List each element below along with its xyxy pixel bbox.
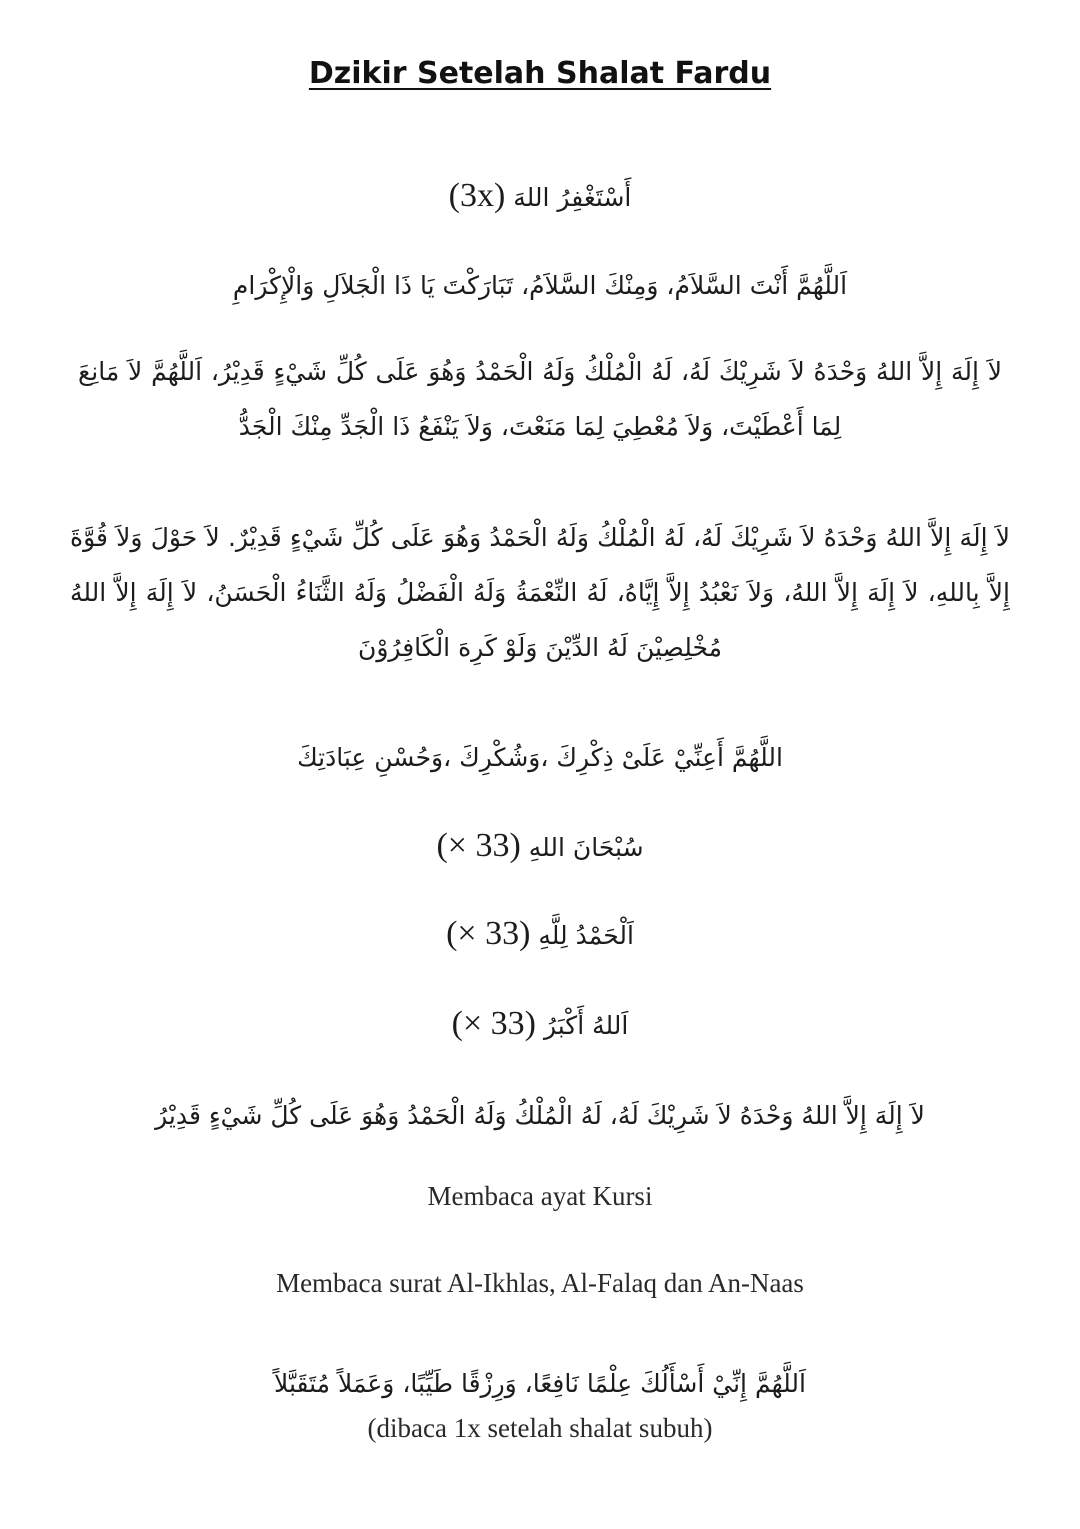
istighfar-count: (3x) <box>448 177 506 214</box>
takbir-line <box>0 996 1080 1053</box>
tahlil-hawl-dua: لاَ إِلَهَ إِلاَّ اللهُ وَحْدَهُ لاَ شَرِيْكَ لَهُ، لَهُ الْمُلْكُ وَلَهُ الْحَمْدُ وَهُوَ عَلَى كُلِّ شَيْءٍ قَدِيْرٌ. لاَ حَوْلَ وَلاَ قُوَّةَ إِلاَّ بِاللهِ، لاَ إِلَهَ إِلاَّ اللهُ، وَلاَ نَعْبُدُ إِلاَّ إِيَّاهُ، لَهُ النِّعْمَةُ وَلَهُ الْفَضْلُ وَلَهُ الثَّنَاءُ الْحَسَنُ، لاَ إِلَهَ إِلاَّ اللهُ مُخْلِصِيْنَ لَهُ الدِّيْنَ وَلَوْ كَرِهَ الْكَافِرُوْنَ <box>70 523 1010 662</box>
tahmid-text: اَلْحَمْدُ لِلَّهِ <box>538 921 634 950</box>
ayat-kursi-instruction: Membaca ayat Kursi <box>427 1181 653 1211</box>
page-title: Dzikir Setelah Shalat Fardu <box>308 56 772 91</box>
salam-dua: اَللَّهُمَّ أَنْتَ السَّلاَمُ، وَمِنْكَ السَّلاَمُ، تَبَارَكْتَ يَا ذَا الْجَلاَلِ وَالْإِكْرَامِ <box>232 271 848 300</box>
istighfar-text: أَسْتَغْفِرُ اللهَ <box>513 183 632 212</box>
doa-subuh: اَللَّهُمَّ إِنِّيْ أَسْأَلُكَ عِلْمًا نَافِعًا، وَرِزْقًا طَيِّبًا، وَعَمَلاً مُتَقَبَّلاً <box>274 1369 806 1398</box>
doa-subuh-note: (dibaca 1x setelah shalat subuh) <box>367 1413 713 1443</box>
tasbih-text: سُبْحَانَ اللهِ <box>528 833 644 862</box>
istighfar-line <box>0 168 1080 225</box>
surat-instruction: Membaca surat Al-Ikhlas, Al-Falaq dan An-Naas <box>276 1268 804 1298</box>
tahlil-mani-dua: لاَ إِلَهَ إِلاَّ اللهُ وَحْدَهُ لاَ شَرِيْكَ لَهُ، لَهُ الْمُلْكُ وَلَهُ الْحَمْدُ وَهُوَ عَلَى كُلِّ شَيْءٍ قَدِيْرُ، اَللَّهُمَّ لاَ مَانِعَ لِمَا أَعْطَيْتَ، وَلاَ مُعْطِيَ لِمَا مَنَعْتَ، وَلاَ يَنْفَعُ ذَا الْجَدِّ مِنْكَ الْجَدُّ <box>78 357 1002 441</box>
takbir-text: اَللهُ أَكْبَرُ <box>543 1011 629 1040</box>
tahlil-short-dua: لاَ إِلَهَ إِلاَّ اللهُ وَحْدَهُ لاَ شَرِيْكَ لَهُ، لَهُ الْمُلْكُ وَلَهُ الْحَمْدُ وَهُوَ عَلَى كُلِّ شَيْءٍ قَدِيْرُ <box>155 1101 925 1130</box>
tasbih-count: (× 33) <box>436 827 521 864</box>
tasbih-line <box>0 818 1080 875</box>
takbir-count: (× 33) <box>451 1005 536 1042</box>
aini-dua: اللَّهُمَّ أَعِنِّيْ عَلَىْ ذِكْرِكَ ،وَشُكْرِكَ ،وَحُسْنِ عِبَادَتِكَ <box>297 743 783 772</box>
tahmid-count: (× 33) <box>446 915 531 952</box>
tahmid-line <box>0 906 1080 963</box>
